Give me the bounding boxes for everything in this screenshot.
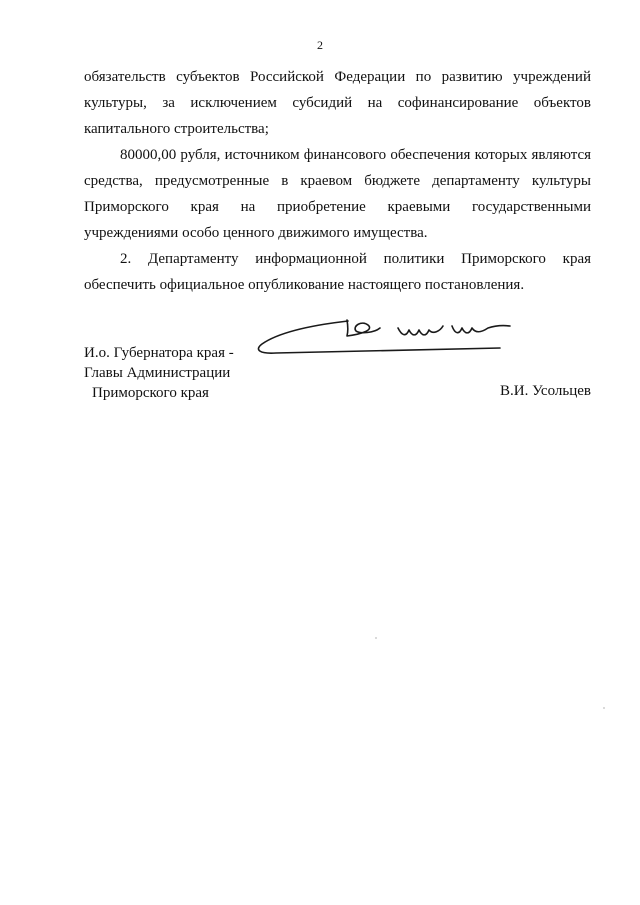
paragraph-line: Приморского края на приобретение краевыми государственными	[84, 199, 591, 215]
paragraph-line: учреждениями особо ценного движимого имущества.	[84, 225, 428, 241]
paragraph-line: обеспечить официальное опубликование настоящего постановления.	[84, 277, 525, 293]
signer-name: В.И. Усольцев	[500, 383, 591, 399]
paragraph-line: средства, предусмотренные в краевом бюджете департаменту культуры	[84, 173, 591, 189]
paragraph-line: 2. Департаменту информационной политики Приморского края	[120, 251, 591, 267]
handwritten-signature	[252, 310, 522, 370]
signatory-title-line: И.о. Губернатора края -	[84, 345, 234, 361]
signatory-title-line: Приморского края	[92, 385, 209, 401]
paragraph-line: 80000,00 рубля, источником финансового обеспечения которых являются	[120, 147, 591, 163]
document-body	[84, 64, 591, 298]
signatory-title	[84, 343, 234, 403]
paragraph-line: культуры, за исключением субсидий на софинансирование объектов	[84, 95, 591, 111]
signatory-title-line: Главы Администрации	[84, 365, 231, 381]
scan-speck	[375, 637, 377, 639]
page-number: 2	[317, 38, 323, 52]
paragraph-line: обязательств субъектов Российской Федерации по развитию учреждений	[84, 69, 591, 85]
scan-speck	[603, 707, 605, 709]
paragraph-line: капитального строительства;	[84, 121, 269, 137]
